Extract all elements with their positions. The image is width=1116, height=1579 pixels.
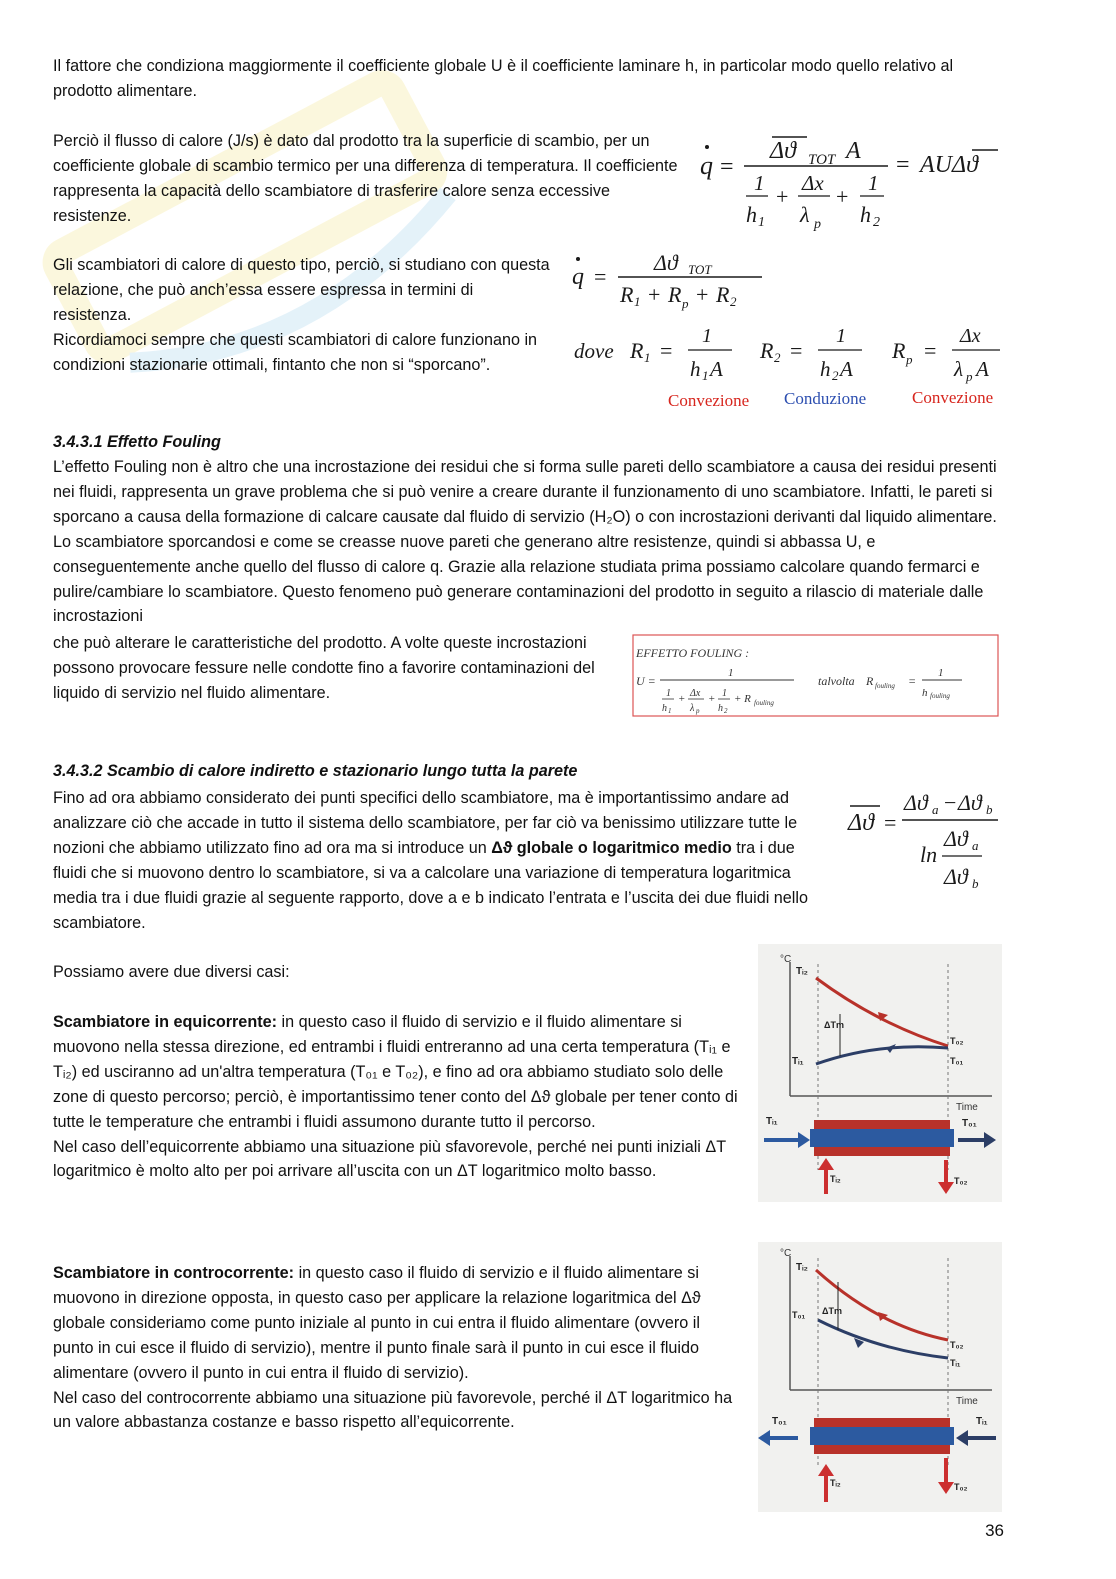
cc-time-label: Time — [956, 1396, 978, 1407]
svg-text:p: p — [814, 217, 821, 232]
fouling-formula-title: EFFETTO FOULING : — [636, 646, 750, 660]
controcorrente-paragraph: Scambiatore in controcorrente: in questo caso il fluido di servizio e il fluido alimentare si muovono in direzione opposta, in questo caso per applicare la relazione logaritmica del Δϑ globale consideriamo come punto iniziale al punto in cui entra il fluido alimentare (ovvero il punto in cui esce il fluido di servizio), mentre il punto finale sarà il punto in cui esce il fluido alimentare (ovvero il punto in cui entra il fluido di servizio). Nel caso del controcorrente abbiamo una situazione più favorevole, perché il ΔT logaritmico ha un valore abbastanza costanze e basso rispetto all’equicorrente. — [53, 1264, 733, 1432]
svg-text:h: h — [922, 687, 928, 699]
dove-label: dove — [574, 339, 614, 363]
convezione-label-1: Convezione — [668, 391, 750, 410]
svg-text:1: 1 — [634, 294, 641, 309]
svg-text:R: R — [866, 674, 874, 688]
svg-text:AUΔϑ: AUΔϑ — [920, 152, 978, 178]
svg-text:R: R — [620, 282, 634, 307]
svg-text:=: = — [660, 338, 673, 363]
svg-text:fouling: fouling — [930, 692, 950, 700]
svg-text:2: 2 — [774, 350, 781, 365]
svg-text:A: A — [846, 138, 861, 164]
svg-text:1: 1 — [702, 325, 712, 347]
svg-text:TOT: TOT — [688, 262, 712, 277]
svg-text:A: A — [710, 357, 723, 381]
section-fouling-title: 3.4.3.1 Effetto Fouling — [53, 433, 221, 451]
intro-paragraph-1: Il fattore che condiziona maggiormente il coefficiente globale U è il coefficiente laminare h, in particolar modo quello relativo al prodotto alimentare. — [53, 57, 954, 100]
svg-text:+ R: + R — [734, 693, 751, 705]
svg-text:−: − — [944, 790, 957, 815]
svg-text:2: 2 — [832, 368, 839, 383]
equicorrente-paragraph: Scambiatore in equicorrente: in questo caso il fluido di servizio e il fluido alimentare si muovono nella stessa direzione, ed entrambi i fluidi entreranno ad una certa temperatura (Tᵢ₁ e Tᵢ₂) ed usciranno ad un'altra temperatura (T₀₁ e T₀₂), e fino ad ora abbiamo studiato solo delle zone di questo percorso; perciò, è importantissimo tener conto del Δϑ globale per tener conto di tutte le temperature che entrambi i fluidi assumono durante tutto il percorso. Nel caso dell’equicorrente abbiamo una situazione più sfavorevole, perché nei punti iniziali ΔT logaritmico è molto alto per poi arrivare all’uscita con un ΔT logaritmico molto basso. — [53, 1013, 738, 1181]
svg-text:Δϑ: Δϑ — [770, 138, 796, 164]
cc-to2-out-label: T₀₂ — [954, 1482, 968, 1492]
svg-text:Δϑ: Δϑ — [944, 826, 968, 851]
svg-text:R: R — [760, 338, 774, 363]
eq-to2-label: T₀₂ — [950, 1036, 964, 1046]
svg-text:=: = — [594, 264, 607, 289]
svg-text:A: A — [976, 357, 989, 381]
lmtd-formula — [846, 786, 1006, 901]
svg-text:=: = — [884, 810, 897, 835]
convezione-label-2: Convezione — [912, 388, 994, 407]
controcorrente-diagram — [758, 1242, 1002, 1517]
svg-text:=: = — [720, 154, 734, 180]
heat-flux-formula — [696, 128, 1006, 243]
intro-paragraph-3: Gli scambiatori di calore di questo tipo, perciò, si studiano con questa relazione, che può anch’essa essere espressa in termini di resistenza. Ricordiamoci sempre che questi scambiatori di calore funzionano in condizioni stazionarie ottimali, fintanto che non si “sporcano”. — [53, 256, 550, 374]
svg-text:p: p — [966, 369, 973, 384]
svg-text:=: = — [790, 338, 803, 363]
svg-text:+: + — [836, 184, 849, 209]
svg-text:1: 1 — [938, 667, 944, 679]
cc-ti2-in-label: Tᵢ₂ — [830, 1478, 841, 1488]
svg-text:fouling: fouling — [875, 682, 895, 690]
svg-text:A: A — [840, 357, 853, 381]
svg-text:2: 2 — [730, 294, 737, 309]
cc-to1-out-label: T₀₁ — [772, 1416, 787, 1427]
svg-text:TOT: TOT — [808, 152, 836, 168]
svg-text:b: b — [986, 802, 993, 817]
svg-text:a: a — [972, 838, 979, 853]
svg-text:1: 1 — [754, 171, 765, 195]
fouling-formula-box — [632, 634, 1000, 723]
fouling-body: L’effetto Fouling non è altro che una incrostazione dei residui che si forma sulle pareti dello scambiatore a causa dei residui presenti nei fluidi, rappresenta un grave problema che si può venire a creare durante il funzionamento di uno scambiatore. Infatti, le pareti si sporcano a causa della formazione di calcare causate dal fluido di servizio (H₂O) o con incrostazioni derivanti dal liquido alimentare. Lo scambiatore sporcandosi e come se creasse nuove pareti che generano altre resistenze, quindi si abbassa U, e conseguentemente anche quello del flusso di calore q. Grazie alla relazione studiata prima possiamo calcolare quando fermarci e pulire/cambiare lo scambiatore. Questo fenomeno può generare contaminazioni del prodotto in seguito a rilascio di materiale dalle incrostazioni — [53, 458, 997, 626]
svg-text:ln: ln — [920, 842, 938, 867]
delta-globale-bold: Δϑ globale o logaritmico medio — [491, 838, 732, 857]
svg-text:+: + — [648, 282, 661, 307]
svg-text:+: + — [696, 282, 709, 307]
svg-text:2: 2 — [873, 215, 880, 230]
section-scambio-title: 3.4.3.2 Scambio di calore indiretto e stazionario lungo tutta la parete — [53, 762, 578, 780]
svg-text:p: p — [696, 707, 700, 715]
eq-to1-label: T₀₁ — [950, 1056, 964, 1066]
svg-text:a: a — [932, 802, 939, 817]
svg-text:fouling: fouling — [754, 699, 774, 707]
eq-dtm-label: ΔTm — [824, 1020, 844, 1030]
cc-ti1-in-label: Tᵢ₁ — [976, 1416, 988, 1427]
svg-text:Δϑ: Δϑ — [958, 790, 982, 815]
equicorrente-title: Scambiatore in equicorrente: — [53, 1013, 277, 1031]
svg-text:Δϑ: Δϑ — [904, 790, 928, 815]
fouling-body-tail: che può alterare le caratteristiche del prodotto. A volte queste incrostazioni possono provocare fessure nelle condotte fino a favorire contaminazioni del liquido di servizio nel fluido alimentare. — [53, 634, 595, 702]
svg-text:R: R — [668, 282, 682, 307]
svg-text:h: h — [746, 202, 757, 227]
svg-text:U =: U = — [636, 674, 656, 688]
svg-text:Δx: Δx — [690, 688, 701, 699]
scambio-body: Fino ad ora abbiamo considerato dei punti specifici dello scambiatore, ma è importantissimo andare ad analizzare ciò che accade in tutto il sistema dello scambiatore, per far ciò va benissimo utilizzare tutte le nozioni che abbiamo utilizzato fino ad ora ma si introduce un Δϑ globale o logaritmico medio tra i due fluidi che si muovono dentro lo scambiatore, si va a calcolare una variazione di temperatura logaritmica media tra i due fluidi grazie al seguente rapporto, dove a e b indicato l’entrata e l’uscita dei due fluidi nello scambiatore. — [53, 789, 808, 932]
conduzione-label: Conduzione — [784, 389, 867, 408]
cc-ti2-label: Tᵢ₂ — [796, 1262, 808, 1273]
svg-text:Δx: Δx — [802, 171, 824, 195]
svg-text:Δϑ: Δϑ — [654, 250, 678, 275]
svg-text:1: 1 — [758, 215, 765, 230]
svg-text:1: 1 — [668, 707, 672, 715]
svg-text:=: = — [896, 152, 910, 178]
svg-text:1: 1 — [728, 667, 734, 679]
svg-text:1: 1 — [644, 350, 651, 365]
cc-to2-label: T₀₂ — [950, 1340, 964, 1350]
eq-unit-label: °C — [780, 954, 792, 965]
svg-text:h: h — [662, 703, 667, 714]
svg-text:p: p — [682, 296, 689, 311]
svg-text:+: + — [708, 693, 716, 705]
cc-dtm-label: ΔTm — [822, 1306, 842, 1316]
controcorrente-title: Scambiatore in controcorrente: — [53, 1264, 295, 1282]
svg-text:+: + — [678, 693, 686, 705]
svg-text:1: 1 — [722, 688, 727, 699]
cc-unit-label: °C — [780, 1248, 792, 1259]
svg-text:λ: λ — [690, 703, 695, 714]
intro-paragraph-2: Perciò il flusso di calore (J/s) è dato dal prodotto tra la superficie di scambio, per un coefficiente globale di scambio termico per una differenza di temperatura. Il coefficiente rappresenta la capacità dello scambiatore di trasferire calore senza eccessive resistenze. — [53, 132, 678, 225]
svg-text:+: + — [776, 184, 789, 209]
svg-text:b: b — [972, 876, 979, 891]
fouling-talvolta: talvolta — [818, 674, 855, 688]
svg-text:1: 1 — [836, 325, 846, 347]
eq-to2-out-label: T₀₂ — [954, 1176, 968, 1186]
equicorrente-diagram — [758, 944, 1002, 1207]
svg-text:h: h — [690, 357, 701, 381]
svg-text:1: 1 — [666, 688, 671, 699]
svg-text:2: 2 — [724, 707, 728, 715]
eq-ti1-label: Tᵢ₁ — [792, 1056, 804, 1067]
eq-ti1-in-label: Tᵢ₁ — [766, 1116, 778, 1127]
svg-text:h: h — [820, 357, 831, 381]
svg-text:h: h — [860, 202, 871, 227]
cc-ti1-label: Tᵢ₁ — [950, 1358, 961, 1368]
svg-text:R: R — [630, 338, 644, 363]
svg-text:Δϑ: Δϑ — [944, 864, 968, 889]
svg-text:=: = — [908, 674, 917, 688]
cc-to1-label: T₀₁ — [792, 1310, 806, 1320]
svg-text:λ: λ — [800, 202, 810, 227]
page-number: 36 — [985, 1521, 1004, 1540]
eq-ti2-in-label: Tᵢ₂ — [830, 1174, 841, 1184]
svg-text:R: R — [716, 282, 730, 307]
svg-text:p: p — [906, 352, 913, 367]
eq-to1-out-label: T₀₁ — [962, 1118, 977, 1129]
svg-text:q: q — [700, 151, 713, 180]
eq-ti2-label: Tᵢ₂ — [796, 966, 808, 977]
svg-text:1: 1 — [702, 368, 709, 383]
resistance-formula — [568, 246, 1008, 419]
svg-text:=: = — [924, 338, 937, 363]
svg-text:Δϑ: Δϑ — [848, 810, 874, 836]
svg-text:λ: λ — [954, 357, 964, 381]
cases-intro: Possiamo avere due diversi casi: — [53, 963, 290, 981]
svg-text:q: q — [572, 264, 584, 290]
svg-text:1: 1 — [868, 171, 879, 195]
eq-time-label: Time — [956, 1102, 978, 1113]
svg-text:R: R — [892, 338, 906, 363]
svg-text:h: h — [718, 703, 723, 714]
svg-text:Δx: Δx — [960, 325, 981, 347]
